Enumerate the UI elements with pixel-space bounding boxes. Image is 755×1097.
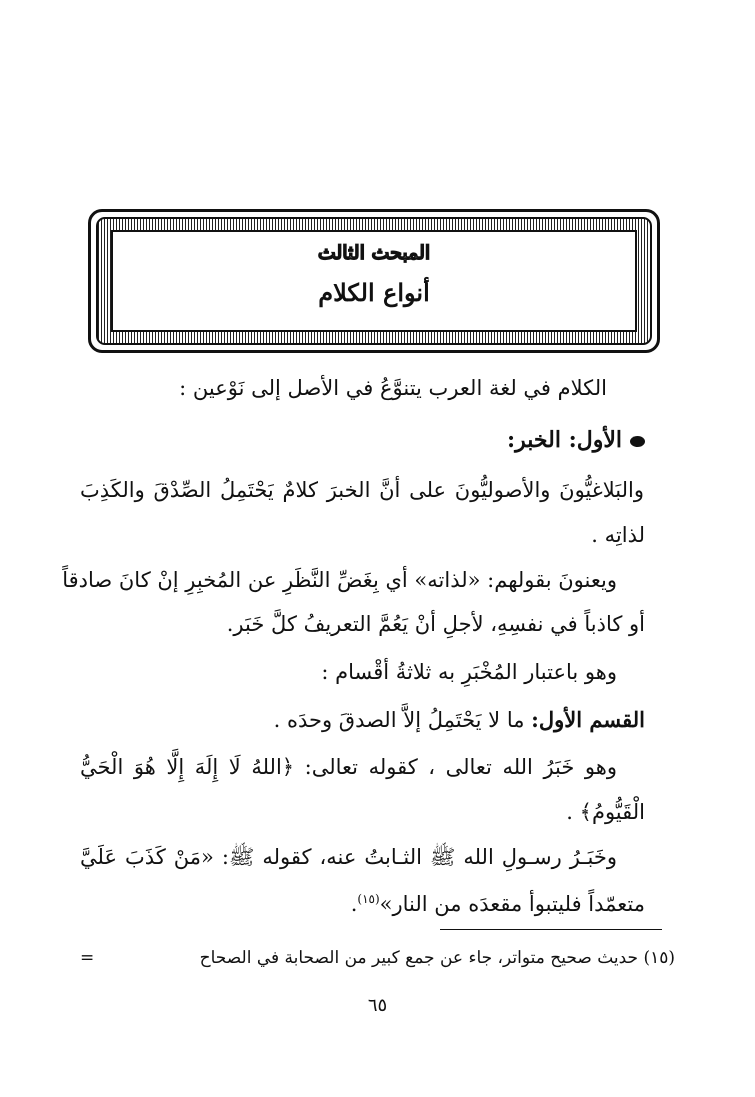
p5-line2-end: . [350,892,358,916]
p1-line2: لذاتِه . [591,523,645,547]
heading-first-text: الأول: الخبر: [507,427,622,453]
footnote-separator [440,929,662,930]
p5-line2-text: متعمّداً فليتبوأ مقعدَه من النار» [379,892,645,916]
title-inner-box [111,230,637,332]
title-hatch-border [96,217,652,345]
intro-line: الكلام في لغة العرب يتنوَّعُ في الأصل إلى نَوْعين : [179,376,607,400]
p1-line1: والبَلاغيُّونَ والأصوليُّونَ على أنَّ الخبرَ كلامٌ يَحْتَمِلُ الصِّدْقَ والكَذِبَ [80,478,644,502]
footnote-text: (١٥) حديث صحيح متواتر، جاء عن جمع كبير من الصحابة في الصحاح [199,948,675,968]
footnote [80,945,675,971]
p5-line1: وخَبَـرُ رسـولِ الله ﷺ الثـابتُ عنه، كقوله ﷺ: «مَنْ كَذَبَ عَلَيَّ [80,845,617,869]
footnote-reference: (١٥) [357,892,380,906]
section-label: المبحث الثالث [317,242,431,264]
section-title-frame [88,209,660,353]
page-number: ٦٥ [367,995,388,1016]
p5-line2 [80,884,645,919]
p3-line: وهو باعتبار المُخْبَرِ به ثلاثةُ أقْسام : [321,660,617,684]
division-text: ما لا يَحْتَمِلُ إلاَّ الصدقَ وحدَه . [273,708,525,732]
p4-line1: وهو خَبَرُ الله تعالى ، كقوله تعالى: ﴿اللهُ لَا إِلَهَ إِلَّا هُوَ الْحَيُّ [80,755,617,779]
bullet-icon [630,436,645,447]
division-label: القسم الأول: [531,707,645,732]
heading-first [80,425,645,455]
division-line [80,705,645,735]
section-title: أنواع الكلام [318,278,430,307]
footnote-continuation: = [80,948,95,968]
p2-line1: ويعنونَ بقولهم: «لذاته» أي بِغَضِّ النَّظَرِ عن المُخبِرِ إنْ كانَ صادقاً [62,568,617,592]
p2-line2: أو كاذباً في نفسِهِ، لأجلِ أنْ يَعُمَّ التعريفُ كلَّ خَبَر. [226,612,645,636]
p4-line2: الْقَيُّومُ﴾ . [566,800,645,824]
